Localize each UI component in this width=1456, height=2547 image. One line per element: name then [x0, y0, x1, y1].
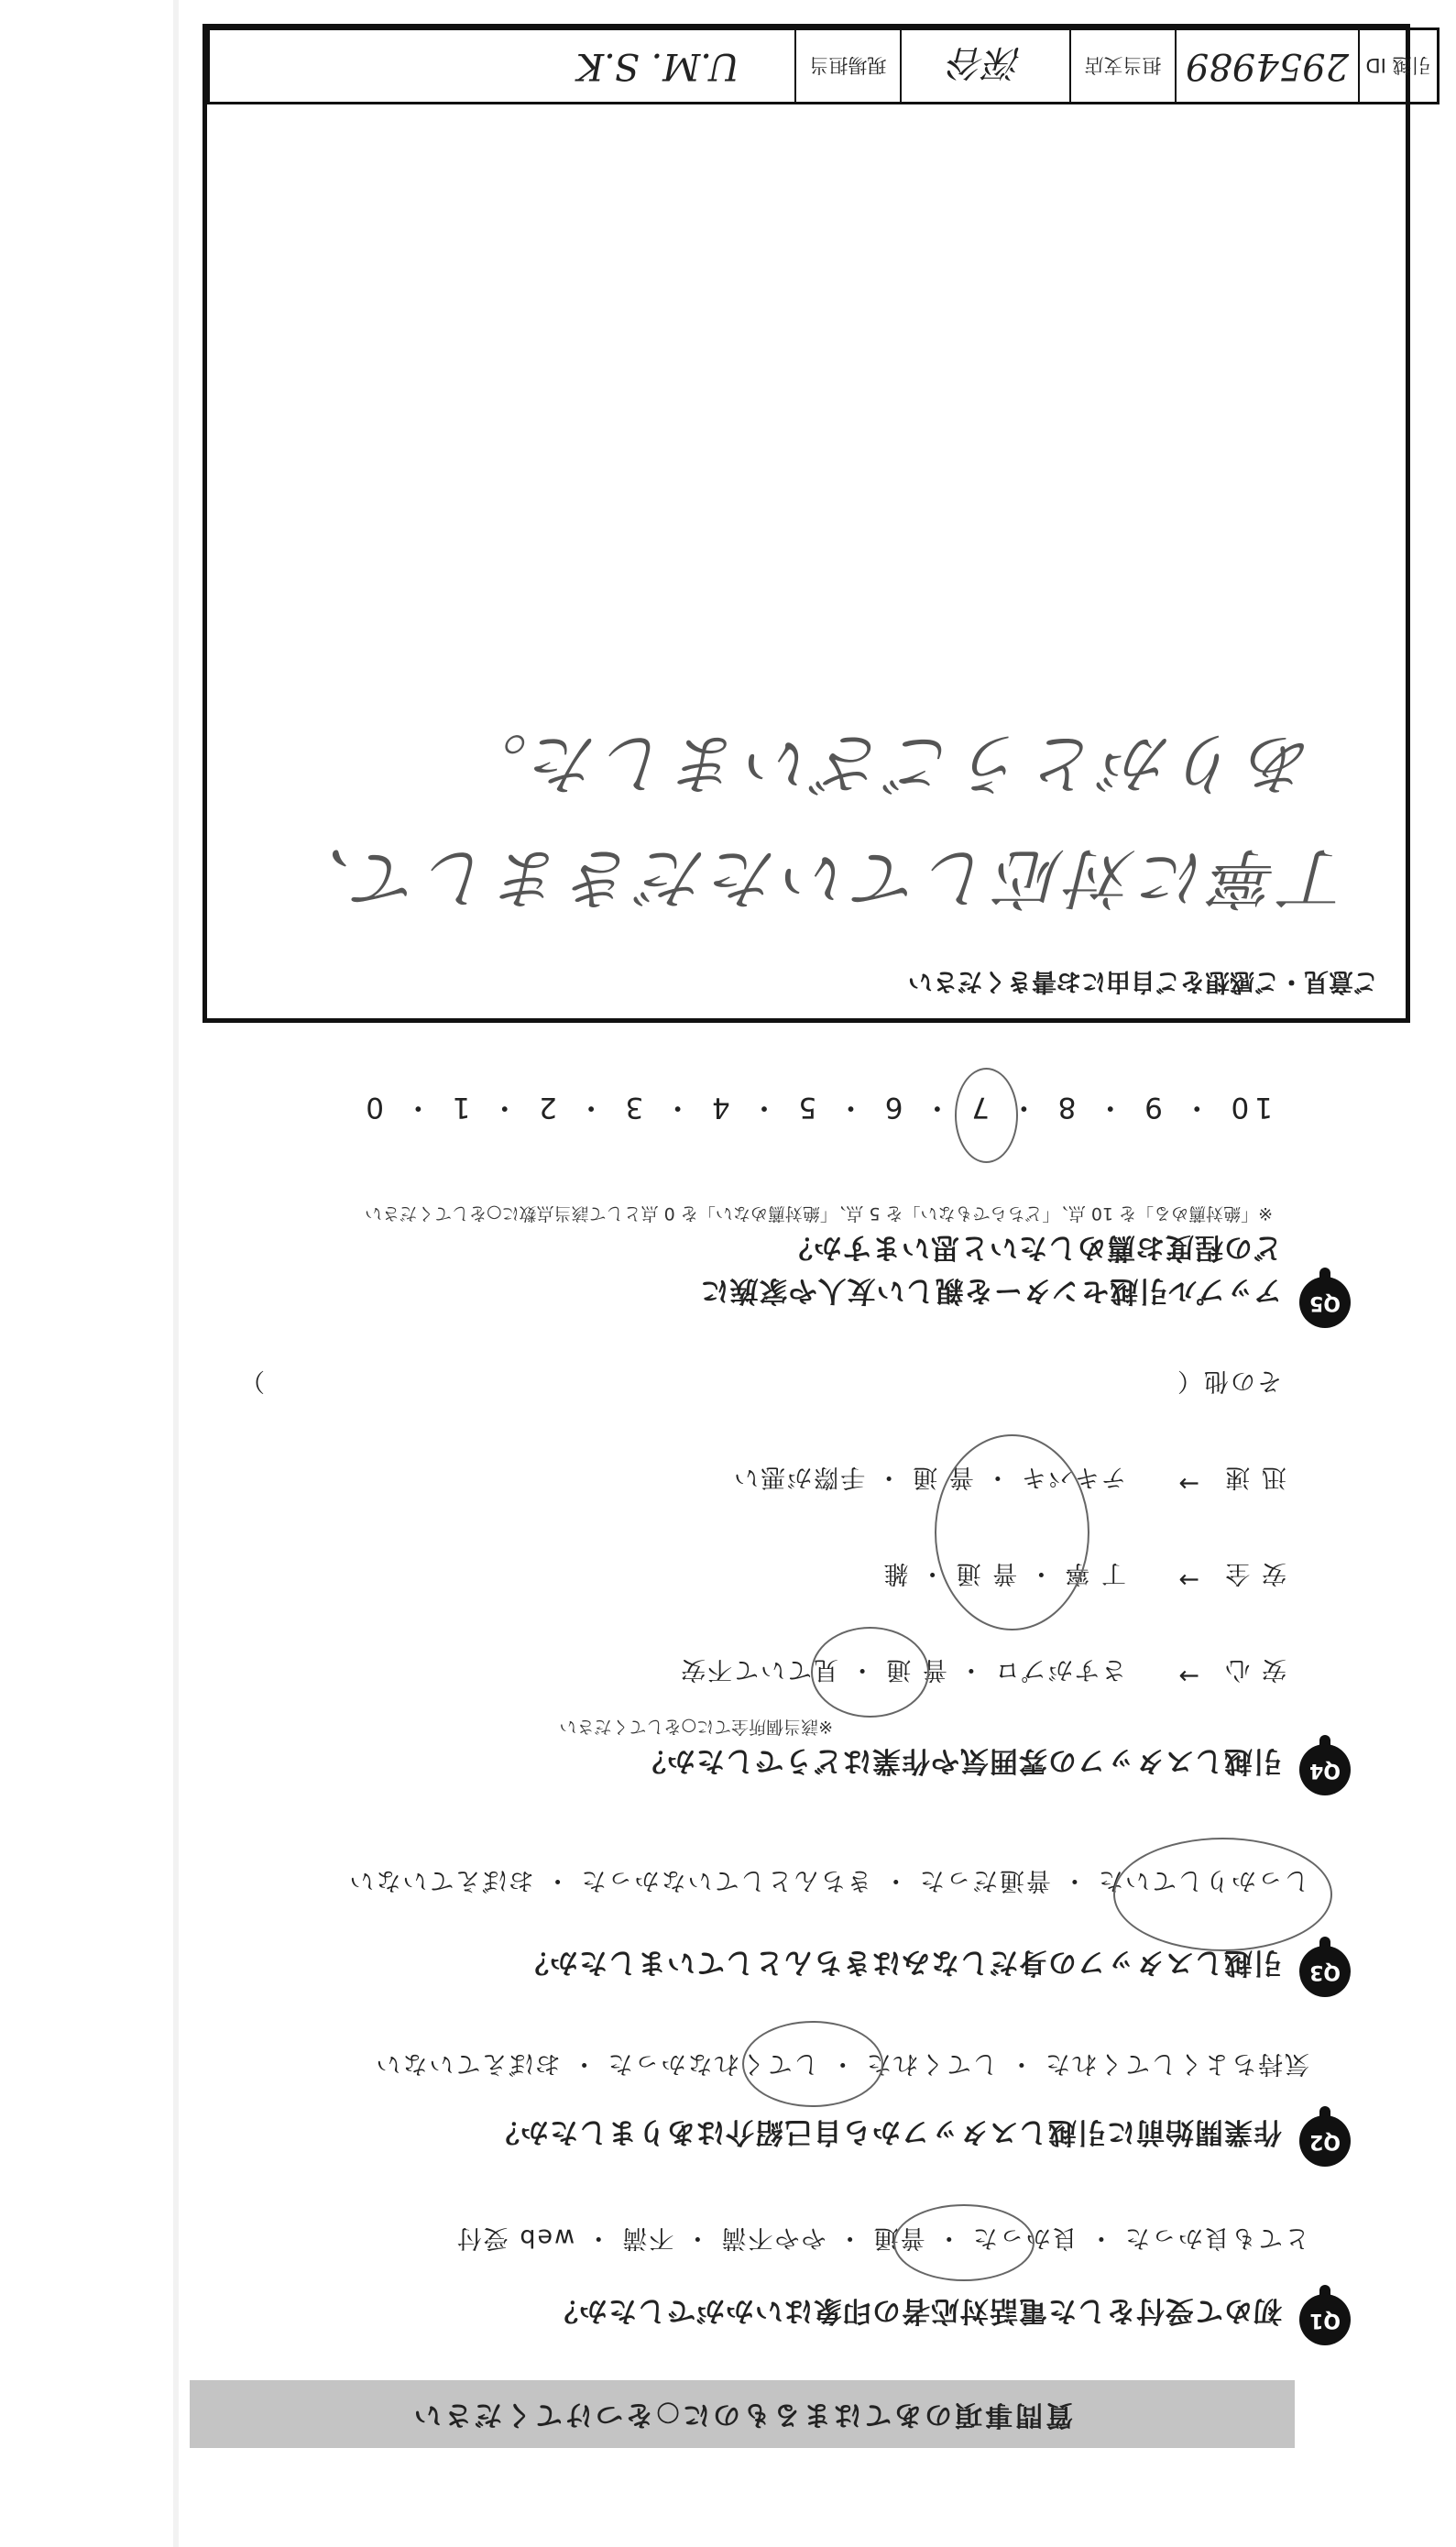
arrow-icon: →	[1177, 1565, 1199, 1594]
comment-title: ご意見・ご感想をご自由にお書きください	[908, 967, 1378, 995]
q4-row-label: 安 心	[1223, 1655, 1286, 1684]
instruction-text: 質問事項のあてはまるものに○をつけてください	[411, 2399, 1074, 2431]
q4-other-label: その他（	[1176, 1367, 1282, 1395]
q4-row-options: 丁 寧 ・ 普 通 ・ 雑	[881, 1559, 1126, 1587]
sheet-edge	[173, 0, 179, 2547]
q5-scale: 10 ・ 9 ・ 8 ・ 7 ・ 6 ・ 5 ・ 4 ・ 3 ・ 2 ・ 1 ・ 0	[360, 1091, 1273, 1124]
q4-rows23-answer-circle	[935, 1434, 1089, 1630]
q5-badge: Q5	[1299, 1277, 1351, 1328]
q5-answer-circle	[955, 1068, 1018, 1163]
q3-answer-circle	[1113, 1838, 1332, 1951]
q3-question: 引越しスタッフの身だしなみはきちんとしていましたか？	[520, 1946, 1282, 1979]
comment-handwriting-line2: ありがとうございました。	[455, 725, 1314, 802]
q4-note: ※該当個所全てに○をしてください	[559, 1717, 833, 1737]
q4-badge: Q4	[1299, 1744, 1351, 1795]
q1-options: とても良かった ・ 良かった ・ 普通 ・ やや不満 ・ 不満 ・ web 受付	[454, 2223, 1309, 2252]
instruction-banner	[190, 2380, 1295, 2448]
staff-label: 現場担当	[794, 30, 900, 102]
comment-box	[203, 24, 1410, 1023]
arrow-icon: →	[1177, 1469, 1199, 1498]
q3-options: しっかりしていた ・ 普通だった ・ きちんとしていなかった ・ おぼえていない	[347, 1866, 1309, 1894]
branch-label: 担当支店	[1069, 30, 1175, 102]
q5-question-line1: アップル引越センターを親しい友人や家族に	[699, 1274, 1282, 1307]
q4-row-label: 安 全	[1223, 1559, 1286, 1587]
arrow-icon: →	[1177, 1662, 1199, 1690]
q1-question: 初めて受付をした電話対応者の印象はいかがでしたか？	[549, 2294, 1282, 2327]
comment-handwriting-line1: 丁寧に対応していただきまして、	[279, 840, 1351, 917]
q1-badge: Q1	[1299, 2294, 1351, 2345]
q5-question-line2: どの程度お薦めしたいと思いますか？	[783, 1231, 1282, 1264]
staff-value: U.M. S.K	[576, 45, 739, 87]
id-label: 引越 ID	[1358, 30, 1437, 102]
q5-note: ※「絶対薦める」を 10 点、「どちらでもない」を 5 点、「絶対薦めない」を 0 点として該当点数に○をしてください	[365, 1203, 1273, 1224]
q1-answer-circle	[893, 2204, 1035, 2281]
q4-other-close: ）	[238, 1367, 265, 1395]
q2-options: 気持ちよくしてくれた ・ してくれた ・ してくれなかった ・ おぼえていない	[374, 2049, 1309, 2078]
q4-row-label: 迅 速	[1223, 1463, 1286, 1491]
q3-badge: Q3	[1299, 1946, 1351, 1997]
id-table	[207, 27, 1440, 104]
q4-row-options: テキパキ ・ 普 通 ・ 手際が悪い	[732, 1463, 1126, 1491]
q2-answer-circle	[742, 2021, 883, 2107]
q2-question: 作業開始前に引越しスタッフから自己紹介はありましたか？	[490, 2115, 1282, 2148]
q4-question: 引越しスタッフの雰囲気や作業はどうでしたか？	[637, 1744, 1282, 1777]
q4-row-options: さすがプロ ・ 普 通 ・ 見ていて不安	[679, 1655, 1126, 1684]
q2-badge: Q2	[1299, 2115, 1351, 2167]
branch-value: 深谷	[900, 30, 1069, 102]
id-value: 2954989	[1175, 30, 1358, 102]
q4-row1-answer-circle	[811, 1627, 929, 1718]
